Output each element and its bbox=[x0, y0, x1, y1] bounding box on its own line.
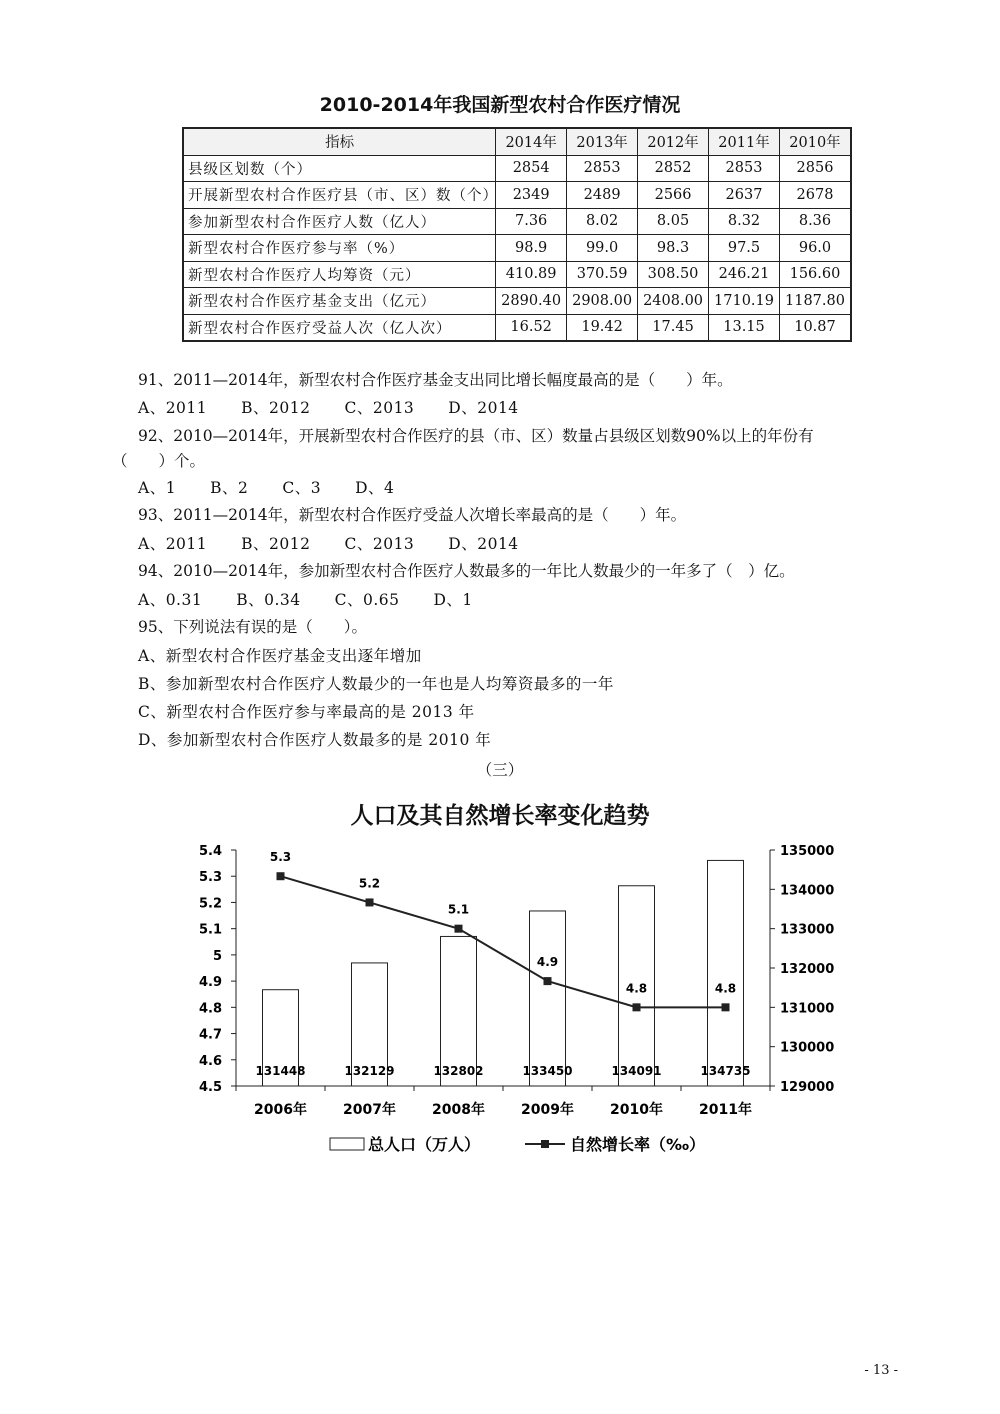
x-category-label: 2010年 bbox=[610, 1102, 663, 1118]
option: A、2011 bbox=[138, 535, 208, 553]
cell: 2853 bbox=[567, 155, 638, 182]
left-tick-label: 4.6 bbox=[198, 1053, 222, 1069]
option: C、0.65 bbox=[334, 591, 400, 609]
question-93-options bbox=[138, 532, 553, 554]
population-bar-label: 132129 bbox=[344, 1064, 395, 1078]
page-number: - 13 - bbox=[864, 1363, 898, 1378]
left-tick-label: 4.8 bbox=[198, 1001, 222, 1017]
population-bar-label: 134091 bbox=[611, 1064, 662, 1078]
cell: 96.0 bbox=[779, 235, 851, 262]
right-tick-label: 135000 bbox=[780, 844, 835, 859]
option: B、2012 bbox=[241, 399, 311, 417]
header-year: 2012年 bbox=[638, 128, 709, 155]
row-label: 开展新型农村合作医疗县（市、区）数（个） bbox=[183, 182, 496, 209]
growth-rate-point bbox=[722, 1003, 730, 1011]
question-93: 93、2011—2014年，新型农村合作医疗受益人次增长率最高的是（ ）年。 bbox=[138, 506, 687, 524]
option: B、0.34 bbox=[236, 591, 301, 609]
cell: 2856 bbox=[779, 155, 851, 182]
legend-bar-label: 总人口（万人） bbox=[368, 1135, 481, 1154]
right-tick-label: 132000 bbox=[780, 962, 835, 977]
option: D、2014 bbox=[448, 399, 519, 417]
cell: 13.15 bbox=[709, 314, 780, 341]
option: C、2013 bbox=[344, 399, 415, 417]
question-95: 95、下列说法有误的是（ ）。 bbox=[138, 618, 367, 636]
population-bar bbox=[530, 911, 566, 1086]
growth-rate-point bbox=[366, 898, 374, 906]
cell: 410.89 bbox=[496, 261, 567, 288]
table-row bbox=[183, 235, 851, 262]
growth-rate-label: 4.8 bbox=[714, 981, 737, 996]
growth-rate-point bbox=[277, 872, 285, 880]
growth-rate-point bbox=[544, 977, 552, 985]
population-bar-label: 132802 bbox=[433, 1064, 484, 1078]
cell: 308.50 bbox=[638, 261, 709, 288]
population-bar-label: 134735 bbox=[700, 1064, 751, 1078]
row-label: 新型农村合作医疗基金支出（亿元） bbox=[183, 288, 496, 315]
left-tick-label: 4.5 bbox=[198, 1080, 222, 1095]
question-92-options bbox=[138, 476, 428, 498]
right-tick-label: 130000 bbox=[780, 1040, 835, 1056]
option: D、2014 bbox=[448, 535, 519, 553]
left-tick-label: 4.7 bbox=[198, 1027, 222, 1043]
option: C、2013 bbox=[344, 535, 415, 553]
growth-rate-label: 5.1 bbox=[447, 902, 470, 917]
option: A、0.31 bbox=[138, 591, 203, 609]
chart-title: 人口及其自然增长率变化趋势 bbox=[350, 803, 650, 829]
cell: 16.52 bbox=[496, 314, 567, 341]
left-tick-label: 5.3 bbox=[198, 870, 222, 886]
population-bar bbox=[708, 860, 744, 1086]
table-row bbox=[183, 314, 851, 341]
question-95-option-d: D、参加新型农村合作医疗人数最多的是 2010 年 bbox=[138, 731, 492, 749]
cell: 99.0 bbox=[567, 235, 638, 262]
option: D、1 bbox=[433, 591, 473, 609]
question-95-option-b: B、参加新型农村合作医疗人数最少的一年也是人均筹资最多的一年 bbox=[138, 675, 614, 693]
cell: 2678 bbox=[779, 182, 851, 209]
x-category-label: 2006年 bbox=[254, 1102, 307, 1118]
table-row bbox=[183, 208, 851, 235]
cell: 2853 bbox=[709, 155, 780, 182]
left-tick-label: 5.1 bbox=[198, 922, 222, 938]
left-tick-label: 5.2 bbox=[198, 896, 222, 912]
cell: 2408.00 bbox=[638, 288, 709, 315]
row-label: 新型农村合作医疗参与率（%） bbox=[183, 235, 496, 262]
right-tick-label: 129000 bbox=[780, 1080, 835, 1095]
cell: 156.60 bbox=[779, 261, 851, 288]
right-tick-label: 131000 bbox=[780, 1001, 835, 1017]
question-94: 94、2010—2014年，参加新型农村合作医疗人数最多的一年比人数最少的一年多了（ ）亿。 bbox=[138, 562, 795, 580]
question-92-line2: （ ）个。 bbox=[112, 452, 206, 470]
x-category-label: 2009年 bbox=[521, 1102, 574, 1118]
cell: 2890.40 bbox=[496, 288, 567, 315]
cell: 2349 bbox=[496, 182, 567, 209]
header-year: 2010年 bbox=[779, 128, 851, 155]
question-95-option-a: A、新型农村合作医疗基金支出逐年增加 bbox=[138, 647, 422, 665]
cell: 2637 bbox=[709, 182, 780, 209]
growth-rate-label: 4.8 bbox=[625, 981, 648, 996]
cell: 7.36 bbox=[496, 208, 567, 235]
cell: 19.42 bbox=[567, 314, 638, 341]
table-row bbox=[183, 182, 851, 209]
question-91: 91、2011—2014年，新型农村合作医疗基金支出同比增长幅度最高的是（ ）年。 bbox=[138, 371, 733, 389]
question-92-line1: 92、2010—2014年，开展新型农村合作医疗的县（市、区）数量占县级区划数90%以上的年份有 bbox=[138, 427, 814, 445]
cell: 98.9 bbox=[496, 235, 567, 262]
cell: 2852 bbox=[638, 155, 709, 182]
growth-rate-label: 5.2 bbox=[358, 876, 381, 891]
option: B、2012 bbox=[241, 535, 311, 553]
cooperative-medical-table bbox=[182, 127, 852, 342]
cell: 98.3 bbox=[638, 235, 709, 262]
legend-line-label: 自然增长率（‰） bbox=[570, 1135, 706, 1154]
cell: 8.36 bbox=[779, 208, 851, 235]
row-label: 县级区划数（个） bbox=[183, 155, 496, 182]
option: B、2 bbox=[210, 479, 249, 497]
left-tick-label: 5.4 bbox=[198, 844, 222, 859]
row-label: 新型农村合作医疗受益人次（亿人次） bbox=[183, 314, 496, 341]
legend-bar-swatch bbox=[330, 1138, 364, 1150]
cell: 8.32 bbox=[709, 208, 780, 235]
cell: 370.59 bbox=[567, 261, 638, 288]
header-indicator: 指标 bbox=[183, 128, 496, 155]
left-tick-label: 4.9 bbox=[198, 975, 222, 991]
cell: 2566 bbox=[638, 182, 709, 209]
header-year: 2014年 bbox=[496, 128, 567, 155]
option: A、1 bbox=[138, 479, 177, 497]
table-row bbox=[183, 155, 851, 182]
growth-rate-line bbox=[281, 876, 726, 1007]
x-category-label: 2011年 bbox=[699, 1102, 752, 1118]
cell: 8.02 bbox=[567, 208, 638, 235]
option: A、2011 bbox=[138, 399, 208, 417]
header-year: 2013年 bbox=[567, 128, 638, 155]
table-row bbox=[183, 261, 851, 288]
option: C、3 bbox=[282, 479, 322, 497]
right-tick-label: 134000 bbox=[780, 883, 835, 899]
cell: 1710.19 bbox=[709, 288, 780, 315]
question-95-option-c: C、新型农村合作医疗参与率最高的是 2013 年 bbox=[138, 703, 475, 721]
x-category-label: 2008年 bbox=[432, 1102, 485, 1118]
option: D、4 bbox=[355, 479, 395, 497]
table-header-row bbox=[183, 128, 851, 155]
cell: 10.87 bbox=[779, 314, 851, 341]
question-94-options bbox=[138, 588, 507, 610]
cell: 2489 bbox=[567, 182, 638, 209]
legend-line-marker bbox=[541, 1140, 549, 1148]
cell: 2908.00 bbox=[567, 288, 638, 315]
cell: 246.21 bbox=[709, 261, 780, 288]
table-row bbox=[183, 288, 851, 315]
population-bar-label: 133450 bbox=[522, 1064, 573, 1078]
row-label: 参加新型农村合作医疗人数（亿人） bbox=[183, 208, 496, 235]
cell: 17.45 bbox=[638, 314, 709, 341]
right-tick-label: 133000 bbox=[780, 922, 835, 938]
cell: 8.05 bbox=[638, 208, 709, 235]
growth-rate-point bbox=[633, 1003, 641, 1011]
x-category-label: 2007年 bbox=[343, 1102, 396, 1118]
population-chart bbox=[180, 835, 835, 1165]
cell: 2854 bbox=[496, 155, 567, 182]
cell: 1187.80 bbox=[779, 288, 851, 315]
growth-rate-label: 5.3 bbox=[269, 850, 292, 865]
question-91-options bbox=[138, 396, 553, 418]
population-bar-label: 131448 bbox=[255, 1064, 306, 1078]
growth-rate-label: 4.9 bbox=[536, 955, 559, 970]
row-label: 新型农村合作医疗人均筹资（元） bbox=[183, 261, 496, 288]
section-label: （三） bbox=[476, 761, 524, 779]
growth-rate-point bbox=[455, 925, 463, 933]
cell: 97.5 bbox=[709, 235, 780, 262]
left-tick-label: 5 bbox=[212, 948, 222, 964]
table-title: 2010-2014年我国新型农村合作医疗情况 bbox=[319, 94, 681, 116]
header-year: 2011年 bbox=[709, 128, 780, 155]
